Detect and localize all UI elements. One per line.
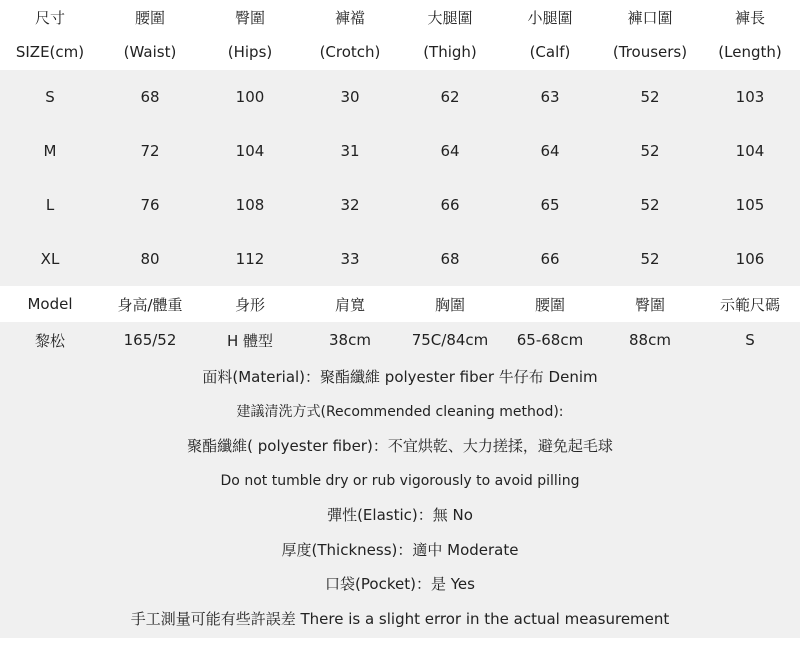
model-header-sample-size: 示範尺碼 [719, 295, 780, 314]
header-calf-en: (Calf) [529, 43, 571, 61]
calf-cell: 66 [540, 250, 560, 268]
model-header-row [0, 286, 800, 322]
size-header-en-row [0, 34, 800, 70]
table-row [0, 70, 800, 124]
header-thigh-zh: 大腿圍 [427, 8, 473, 27]
model-header-shoulder: 肩寬 [334, 295, 365, 314]
trousers-cell: 52 [640, 250, 660, 268]
thickness-text: 厚度(Thickness)：適中 Moderate [281, 540, 519, 559]
model-height-weight: 165/52 [123, 331, 177, 349]
header-waist-en: (Waist) [123, 43, 177, 61]
size-cell: XL [40, 250, 60, 268]
size-cell: M [43, 142, 57, 160]
trousers-cell: 52 [640, 88, 660, 106]
model-body-type: H 體型 [226, 331, 274, 350]
waist-cell: 68 [140, 88, 160, 106]
crotch-cell: 31 [340, 142, 360, 160]
header-length-en: (Length) [718, 43, 782, 61]
model-shoulder: 38cm [329, 331, 371, 349]
table-row [0, 178, 800, 232]
model-header-height-weight: 身高/體重 [117, 295, 183, 314]
header-length-zh: 褲長 [734, 8, 765, 27]
product-info-section [0, 358, 800, 638]
thigh-cell: 66 [440, 196, 460, 214]
cleaning-zh-text: 聚酯纖維( polyester fiber)：不宜烘乾、大力搓揉，避免起毛球 [187, 437, 613, 455]
header-size-en: SIZE(cm) [15, 43, 85, 61]
size-cell: L [45, 196, 55, 214]
model-name: 黎松 [34, 331, 65, 350]
model-hips: 88cm [629, 331, 671, 349]
cleaning-title: 建議清洗方式(Recommended cleaning method): [236, 403, 564, 420]
header-hips-zh: 臀圍 [234, 8, 265, 27]
measurement-note: 手工測量可能有些許誤差 There is a slight error in the actual measurement [130, 609, 670, 628]
header-calf-zh: 小腿圍 [527, 8, 573, 27]
size-header-zh-row [0, 0, 800, 34]
model-sample-size: S [745, 331, 755, 349]
calf-cell: 63 [540, 88, 560, 106]
waist-cell: 76 [140, 196, 160, 214]
pocket-text: 口袋(Pocket)：是 Yes [325, 575, 475, 593]
waist-cell: 80 [140, 250, 160, 268]
length-cell: 103 [735, 88, 765, 106]
model-header-hips: 臀圍 [634, 295, 665, 314]
elastic-text: 彈性(Elastic)：無 No [327, 506, 473, 524]
waist-cell: 72 [140, 142, 160, 160]
crotch-cell: 30 [340, 88, 360, 106]
model-header-model: Model [27, 295, 73, 313]
trousers-cell: 52 [640, 196, 660, 214]
model-header-body-type: 身形 [234, 295, 265, 314]
size-cell: S [45, 88, 55, 106]
hips-cell: 112 [235, 250, 265, 268]
thigh-cell: 64 [440, 142, 460, 160]
hips-cell: 108 [235, 196, 265, 214]
length-cell: 105 [735, 196, 765, 214]
header-hips-en: (Hips) [227, 43, 273, 61]
header-waist-zh: 腰圍 [134, 8, 165, 27]
length-cell: 106 [735, 250, 765, 268]
thigh-cell: 62 [440, 88, 460, 106]
model-header-chest: 胸圍 [434, 295, 465, 314]
header-crotch-en: (Crotch) [319, 43, 381, 61]
cleaning-en-text: Do not tumble dry or rub vigorously to avoid pilling [220, 472, 580, 489]
thigh-cell: 68 [440, 250, 460, 268]
header-crotch-zh: 褲襠 [334, 8, 365, 27]
header-thigh-en: (Thigh) [423, 43, 477, 61]
material-text: 面料(Material)：聚酯纖維 polyester fiber 牛仔布 Denim [202, 368, 598, 386]
table-row [0, 124, 800, 178]
hips-cell: 104 [235, 142, 265, 160]
crotch-cell: 32 [340, 196, 360, 214]
hips-cell: 100 [235, 88, 265, 106]
crotch-cell: 33 [340, 250, 360, 268]
model-chest: 75C/84cm [411, 331, 489, 349]
model-row [0, 322, 800, 358]
model-header-waist: 腰圍 [534, 295, 565, 314]
header-trousers-zh: 褲口圍 [627, 8, 673, 27]
model-waist: 65-68cm [516, 331, 584, 349]
trousers-cell: 52 [640, 142, 660, 160]
table-row [0, 232, 800, 286]
length-cell: 104 [735, 142, 765, 160]
header-size-zh: 尺寸 [34, 8, 65, 27]
header-trousers-en: (Trousers) [612, 43, 688, 61]
calf-cell: 64 [540, 142, 560, 160]
calf-cell: 65 [540, 196, 560, 214]
